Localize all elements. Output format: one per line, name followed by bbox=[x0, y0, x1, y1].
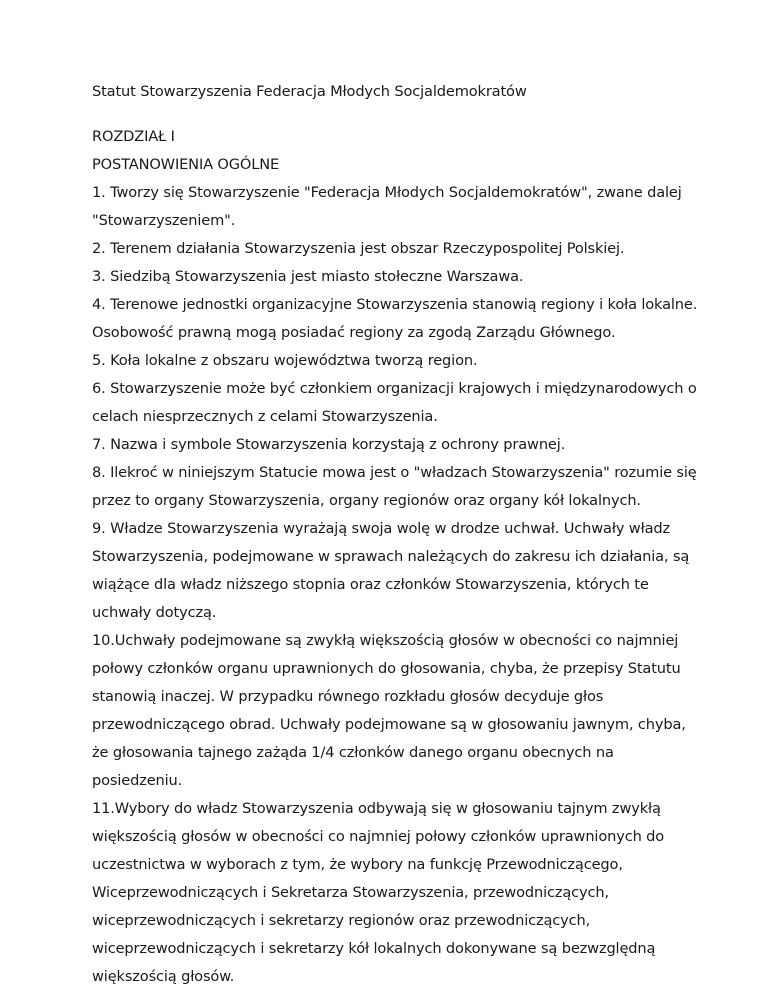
text-line: połowy członków organu uprawnionych do głosowania, chyba, że przepisy Statutu bbox=[92, 660, 681, 677]
text-line: celach niesprzecznych z celami Stowarzyszenia. bbox=[92, 408, 438, 425]
text-line: 3. Siedzibą Stowarzyszenia jest miasto stołeczne Warszawa. bbox=[92, 268, 524, 285]
text-line: 9. Władze Stowarzyszenia wyrażają swoja wolę w drodze uchwał. Uchwały władz bbox=[92, 520, 671, 537]
text-line: 2. Terenem działania Stowarzyszenia jest obszar Rzeczypospolitej Polskiej. bbox=[92, 240, 625, 257]
text-line: że głosowania tajnego zażąda 1/4 członków danego organu obecnych na bbox=[92, 744, 614, 761]
text-line: stanowią inaczej. W przypadku równego rozkładu głosów decyduje głos bbox=[92, 688, 604, 705]
text-line: uchwały dotyczą. bbox=[92, 604, 217, 621]
text-line: 4. Terenowe jednostki organizacyjne Stowarzyszenia stanowią regiony i koła lokalne. bbox=[92, 296, 698, 313]
text-line: 1. Tworzy się Stowarzyszenie "Federacja Młodych Socjaldemokratów", zwane dalej bbox=[92, 184, 682, 201]
text-line: 7. Nazwa i symbole Stowarzyszenia korzystają z ochrony prawnej. bbox=[92, 436, 566, 453]
text-line: większością głosów w obecności co najmniej połowy członków uprawnionych do bbox=[92, 828, 665, 845]
text-line: większością głosów. bbox=[92, 968, 235, 985]
text-line: Wiceprzewodniczących i Sekretarza Stowarzyszenia, przewodniczących, bbox=[92, 884, 609, 901]
text-line: Osobowość prawną mogą posiadać regiony za zgodą Zarządu Głównego. bbox=[92, 324, 616, 341]
text-line: 10.Uchwały podejmowane są zwykłą większością głosów w obecności co najmniej bbox=[92, 632, 679, 649]
text-line: 5. Koła lokalne z obszaru województwa tworzą region. bbox=[92, 352, 478, 369]
text-line: wiążące dla władz niższego stopnia oraz członków Stowarzyszenia, których te bbox=[92, 576, 649, 593]
text-line: Stowarzyszenia, podejmowane w sprawach należących do zakresu ich działania, są bbox=[92, 548, 690, 565]
chapter-title: POSTANOWIENIA OGÓLNE bbox=[92, 156, 280, 173]
text-line: przewodniczącego obrad. Uchwały podejmowane są w głosowaniu jawnym, chyba, bbox=[92, 716, 686, 733]
text-line: uczestnictwa w wyborach z tym, że wybory na funkcję Przewodniczącego, bbox=[92, 856, 623, 873]
document-page bbox=[92, 78, 712, 991]
text-line: 6. Stowarzyszenie może być członkiem organizacji krajowych i międzynarodowych o bbox=[92, 380, 697, 397]
text-line: przez to organy Stowarzyszenia, organy regionów oraz organy kół lokalnych. bbox=[92, 492, 641, 509]
text-line: posiedzeniu. bbox=[92, 772, 183, 789]
text-line: "Stowarzyszeniem". bbox=[92, 212, 236, 229]
text-line: 8. Ilekroć w niniejszym Statucie mowa jest o "władzach Stowarzyszenia" rozumie się bbox=[92, 464, 697, 481]
text-line: wiceprzewodniczących i sekretarzy kół lokalnych dokonywane są bezwzględną bbox=[92, 940, 656, 957]
document-title: Statut Stowarzyszenia Federacja Młodych Socjaldemokratów bbox=[92, 83, 527, 100]
text-line: wiceprzewodniczących i sekretarzy regionów oraz przewodniczących, bbox=[92, 912, 591, 929]
text-line: 11.Wybory do władz Stowarzyszenia odbywają się w głosowaniu tajnym zwykłą bbox=[92, 800, 661, 817]
chapter-number: ROZDZIAŁ I bbox=[92, 128, 175, 145]
